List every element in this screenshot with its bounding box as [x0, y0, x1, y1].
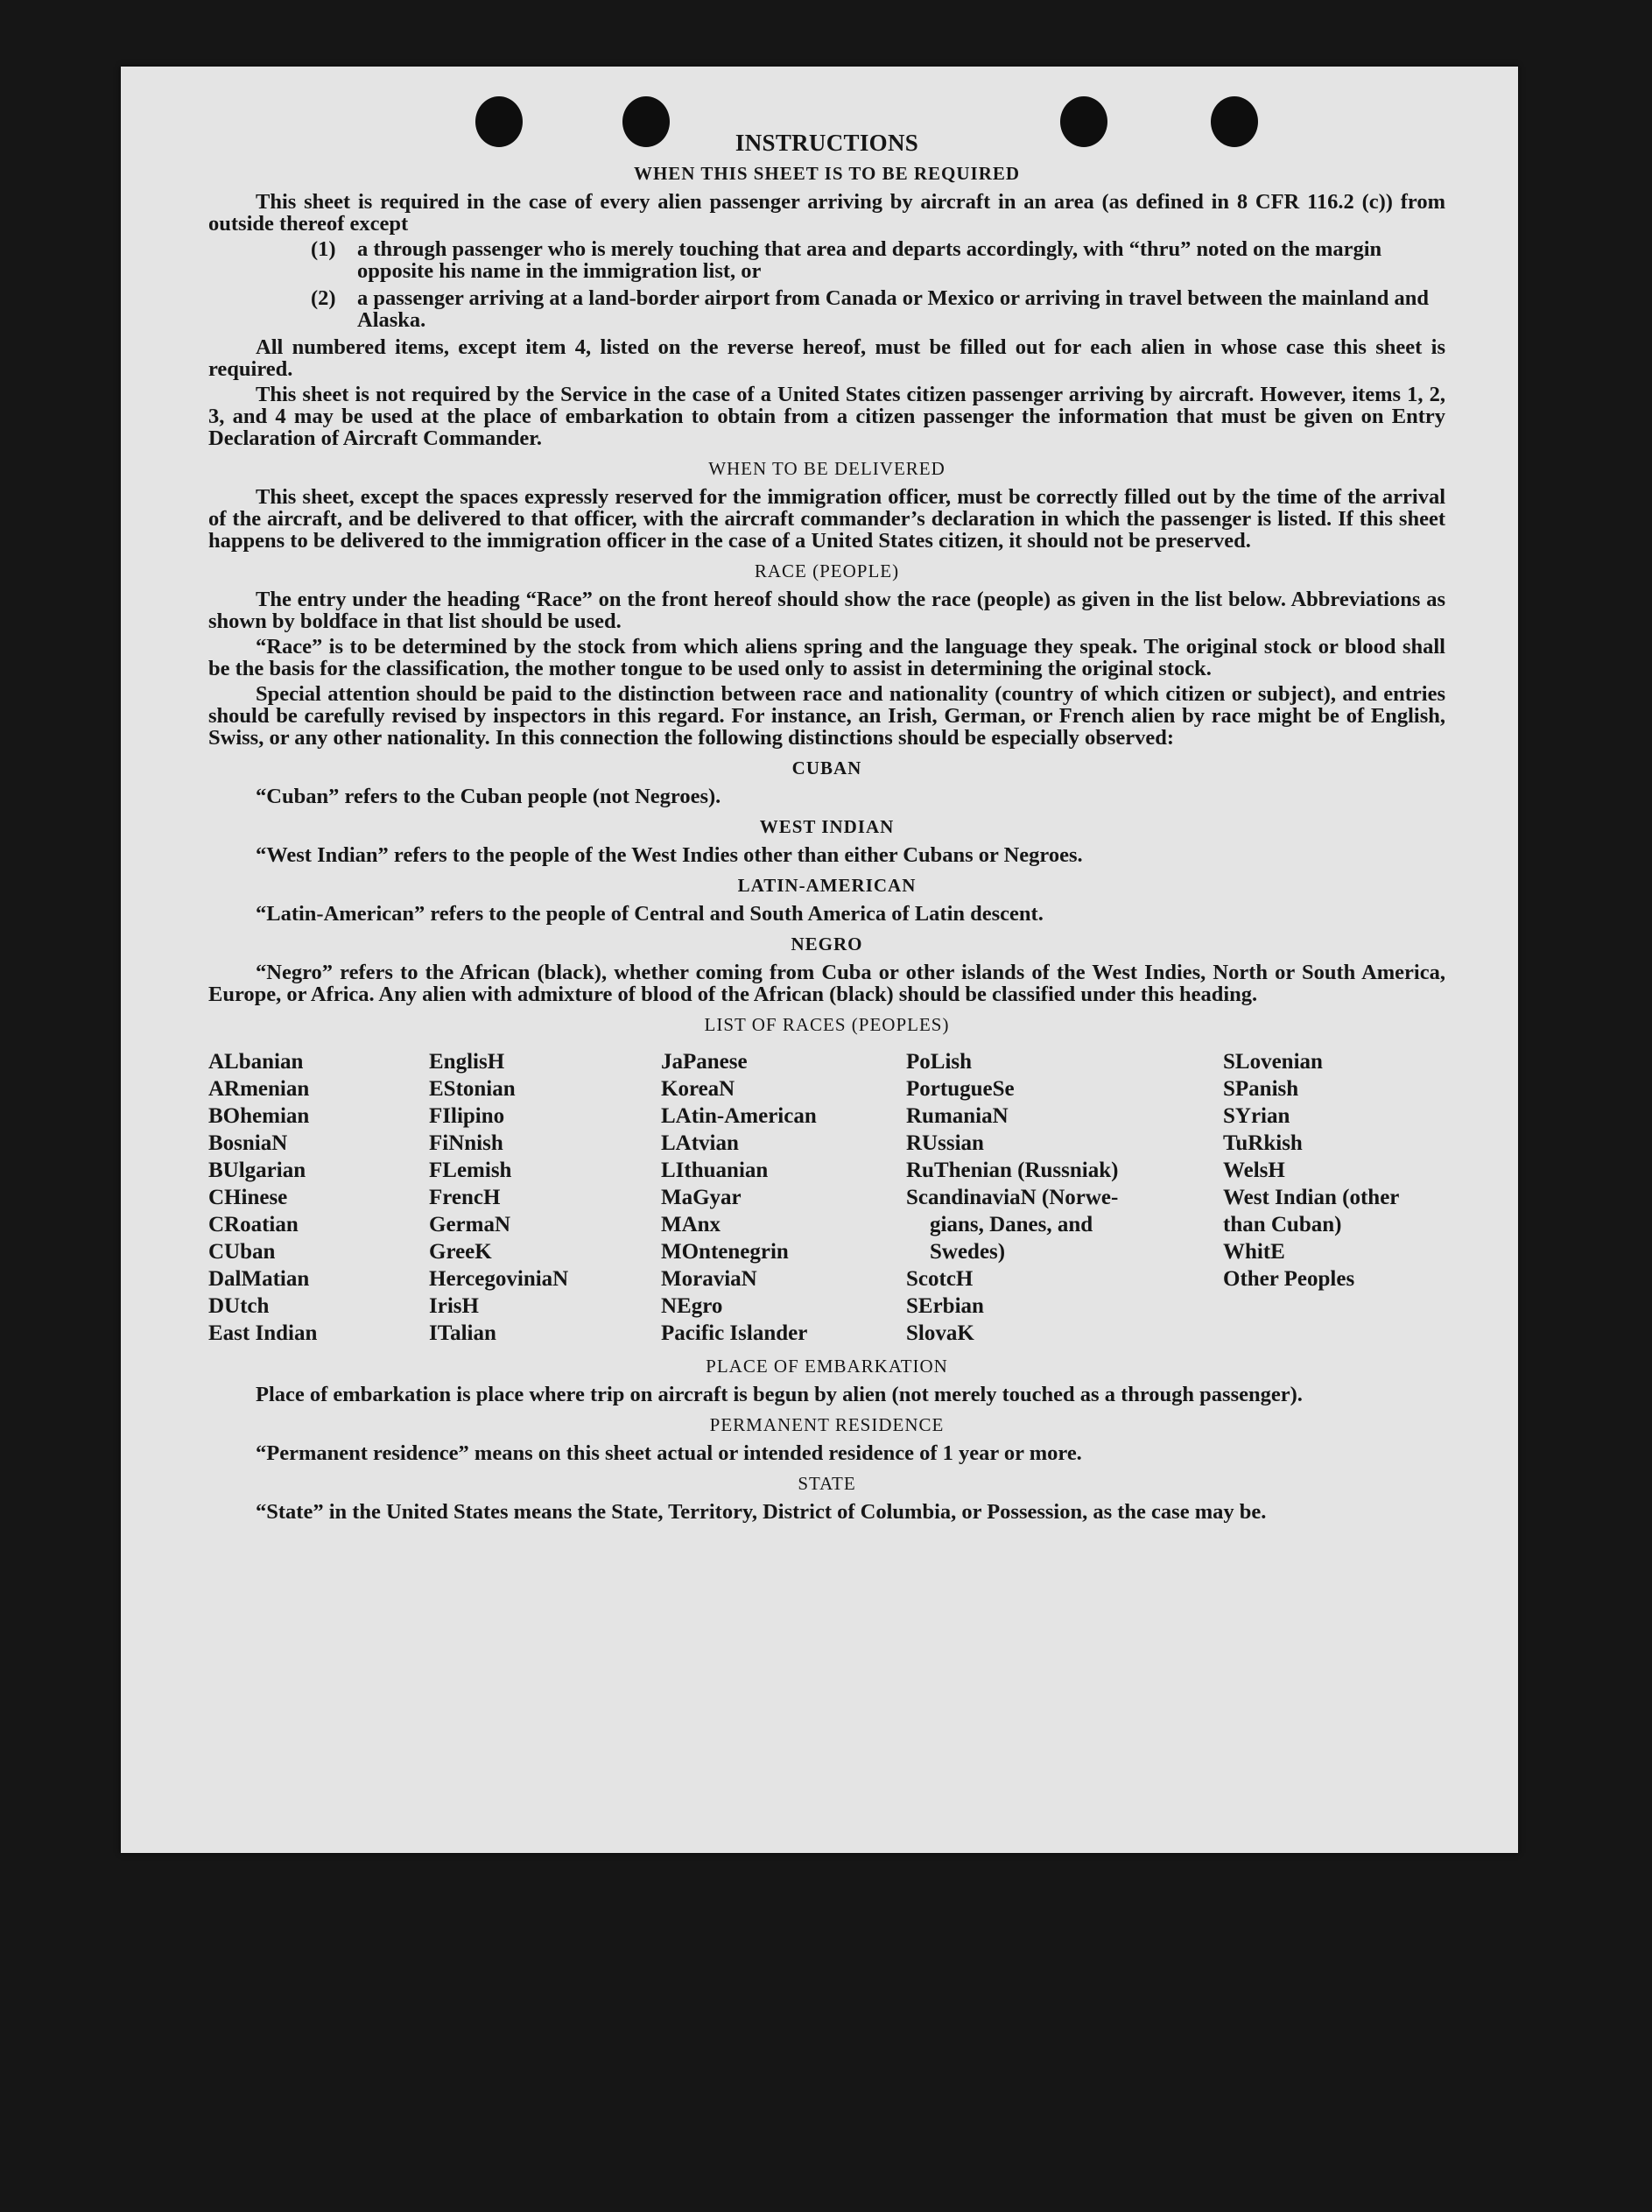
instructions-content	[208, 132, 1445, 1526]
race-column	[661, 1048, 906, 1347]
race-column	[208, 1048, 429, 1347]
race-entry: RumaniaN	[906, 1104, 1009, 1128]
race-column	[429, 1048, 661, 1347]
race-entry: PoLish	[906, 1050, 973, 1074]
race-entry: Other Peoples	[1223, 1267, 1355, 1291]
document-page	[121, 67, 1518, 1853]
race-entry: SPanish	[1223, 1077, 1299, 1101]
race-entry: LIthuanian	[661, 1159, 769, 1182]
race-paragraph-2: “Race” is to be determined by the stock from which aliens spring and the language they speak. The original stock or blood shall be the basis for the classification, the mother tongue to be used only to assist in determining the original stock.	[208, 635, 1445, 680]
section-heading-negro: NEGRO	[791, 933, 863, 955]
race-paragraph-3: Special attention should be paid to the distinction between race and nationality (country of which citizen or subject), and entries should be carefully revised by inspectors in this regard. For instance, an Irish, German, or French alien by race might be of English, Swiss, or any other nationality. In this connection the following distinctions should be especially observed:	[208, 682, 1445, 750]
race-entry: SYrian	[1223, 1104, 1290, 1128]
race-column	[906, 1048, 1223, 1347]
race-entry: CRoatian	[208, 1213, 299, 1236]
section-heading-latin-american: LATIN-AMERICAN	[737, 875, 917, 896]
section-heading-state: STATE	[798, 1473, 856, 1494]
race-entry: MoraviaN	[661, 1267, 757, 1291]
race-entry: CUban	[208, 1240, 276, 1264]
race-entry: ScotcH	[906, 1267, 974, 1291]
race-entry: FiNnish	[429, 1131, 503, 1155]
required-paragraph-3: This sheet is not required by the Service in the case of a United States citizen passenger arriving by aircraft. However, items 1, 2, 3, and 4 may be used at the place of embarkation to obtain from a citizen passenger the information that must be given on Entry Declaration of Aircraft Commander.	[208, 383, 1445, 450]
exception-item	[208, 287, 1445, 331]
race-entry: ARmenian	[208, 1077, 310, 1101]
race-paragraph-1: The entry under the heading “Race” on the front hereof should show the race (people) as given in the list below. Abbreviations as shown by boldface in that list should be used.	[208, 588, 1445, 633]
race-entry: LAtin-American	[661, 1104, 817, 1128]
race-column	[1223, 1048, 1445, 1347]
race-entry: DalMatian	[208, 1267, 310, 1291]
race-entry: ScandinaviaN (Norwe-	[906, 1186, 1119, 1209]
race-entry: SlovaK	[906, 1321, 974, 1345]
page-title: INSTRUCTIONS	[735, 130, 919, 156]
race-entry: West Indian (other	[1223, 1186, 1400, 1209]
required-intro: This sheet is required in the case of every alien passenger arriving by aircraft in an area (as defined in 8 CFR 116.2 (c)) from outside thereof except	[208, 190, 1445, 236]
race-entry: GreeK	[429, 1240, 492, 1264]
race-entry: Pacific Islander	[661, 1321, 808, 1345]
race-entry: HercegoviniaN	[429, 1267, 569, 1291]
race-entry: TuRkish	[1223, 1131, 1303, 1155]
section-heading-west-indian: WEST INDIAN	[759, 816, 895, 837]
race-entry: MAnx	[661, 1213, 721, 1236]
section-heading-required: WHEN THIS SHEET IS TO BE REQUIRED	[633, 163, 1021, 184]
race-entry: BUlgarian	[208, 1159, 306, 1182]
section-heading-race: RACE (PEOPLE)	[754, 560, 900, 581]
race-entry: KoreaN	[661, 1077, 735, 1101]
west-indian-text: “West Indian” refers to the people of the West Indies other than either Cubans or Negroes.	[256, 843, 1083, 867]
race-entry: FrencH	[429, 1186, 501, 1209]
race-entry: NEgro	[661, 1294, 723, 1318]
race-entry: SLovenian	[1223, 1050, 1323, 1074]
required-paragraph-2: All numbered items, except item 4, listed on the reverse hereof, must be filled out for each alien in whose case this sheet is required.	[208, 335, 1445, 381]
race-entry: BOhemian	[208, 1104, 310, 1128]
race-entry: ITalian	[429, 1321, 496, 1345]
item-text: a through passenger who is merely touching that area and departs accordingly, with “thru” noted on the margin opposite his name in the immigration list, or	[357, 237, 1382, 283]
race-entry: BosniaN	[208, 1131, 288, 1155]
race-entry: GermaN	[429, 1213, 511, 1236]
residence-text: “Permanent residence” means on this sheet actual or intended residence of 1 year or more.	[256, 1441, 1082, 1465]
race-entry: East Indian	[208, 1321, 318, 1345]
embarkation-text: Place of embarkation is place where trip on aircraft is begun by alien (not merely touched as a through passenger).	[256, 1383, 1303, 1406]
section-heading-cuban: CUBAN	[791, 757, 862, 778]
race-entry: RuThenian (Russniak)	[906, 1159, 1119, 1182]
race-entry: MaGyar	[661, 1186, 742, 1209]
latin-american-text: “Latin-American” refers to the people of Central and South America of Latin descent.	[256, 902, 1044, 926]
exception-item	[208, 238, 1445, 282]
race-entry: FLemish	[429, 1159, 512, 1182]
item-text: a passenger arriving at a land-border airport from Canada or Mexico or arriving in travel between the mainland and Alaska.	[357, 286, 1430, 332]
race-entry: WelsH	[1223, 1159, 1285, 1182]
section-heading-residence: PERMANENT RESIDENCE	[709, 1414, 945, 1435]
race-entry: SErbian	[906, 1294, 984, 1318]
race-entry: JaPanese	[661, 1050, 748, 1074]
item-number: (1)	[311, 237, 336, 261]
race-entry: ALbanian	[208, 1050, 304, 1074]
race-entry: CHinese	[208, 1186, 288, 1209]
race-entry: IrisH	[429, 1294, 479, 1318]
negro-text: “Negro” refers to the African (black), whether coming from Cuba or other islands of the West Indies, North or South America, Europe, or Africa. Any alien with admixture of blood of the African (black) should be classified under this heading.	[208, 961, 1445, 1006]
race-entry: WhitE	[1223, 1240, 1285, 1264]
race-entry: EnglisH	[429, 1050, 505, 1074]
section-heading-list: LIST OF RACES (PEOPLES)	[704, 1014, 950, 1035]
cuban-text: “Cuban” refers to the Cuban people (not Negroes).	[256, 785, 721, 808]
race-entry-continuation: Swedes)	[930, 1240, 1006, 1264]
section-heading-embarkation: PLACE OF EMBARKATION	[706, 1356, 948, 1377]
delivered-text: This sheet, except the spaces expressly reserved for the immigration officer, must be correctly filled out by the time of the arrival of the aircraft, and be delivered to that officer, with the aircraft commander’s declaration in which the passenger is listed. If this sheet happens to be delivered to the immigration officer in the case of a United States citizen, it should not be preserved.	[208, 485, 1445, 553]
race-entry-continuation: gians, Danes, and	[930, 1213, 1093, 1236]
race-entry: FIlipino	[429, 1104, 505, 1128]
section-heading-delivered: WHEN TO BE DELIVERED	[708, 458, 946, 479]
race-entry: MOntenegrin	[661, 1240, 789, 1264]
item-number: (2)	[311, 286, 336, 310]
race-list	[208, 1048, 1445, 1347]
race-entry: PortugueSe	[906, 1077, 1015, 1101]
race-entry: DUtch	[208, 1294, 270, 1318]
race-entry: EStonian	[429, 1077, 516, 1101]
race-entry-continuation: than Cuban)	[1223, 1213, 1342, 1236]
race-entry: RUssian	[906, 1131, 984, 1155]
state-text: “State” in the United States means the State, Territory, District of Columbia, or Possession, as the case may be.	[256, 1500, 1267, 1524]
race-entry: LAtvian	[661, 1131, 739, 1155]
